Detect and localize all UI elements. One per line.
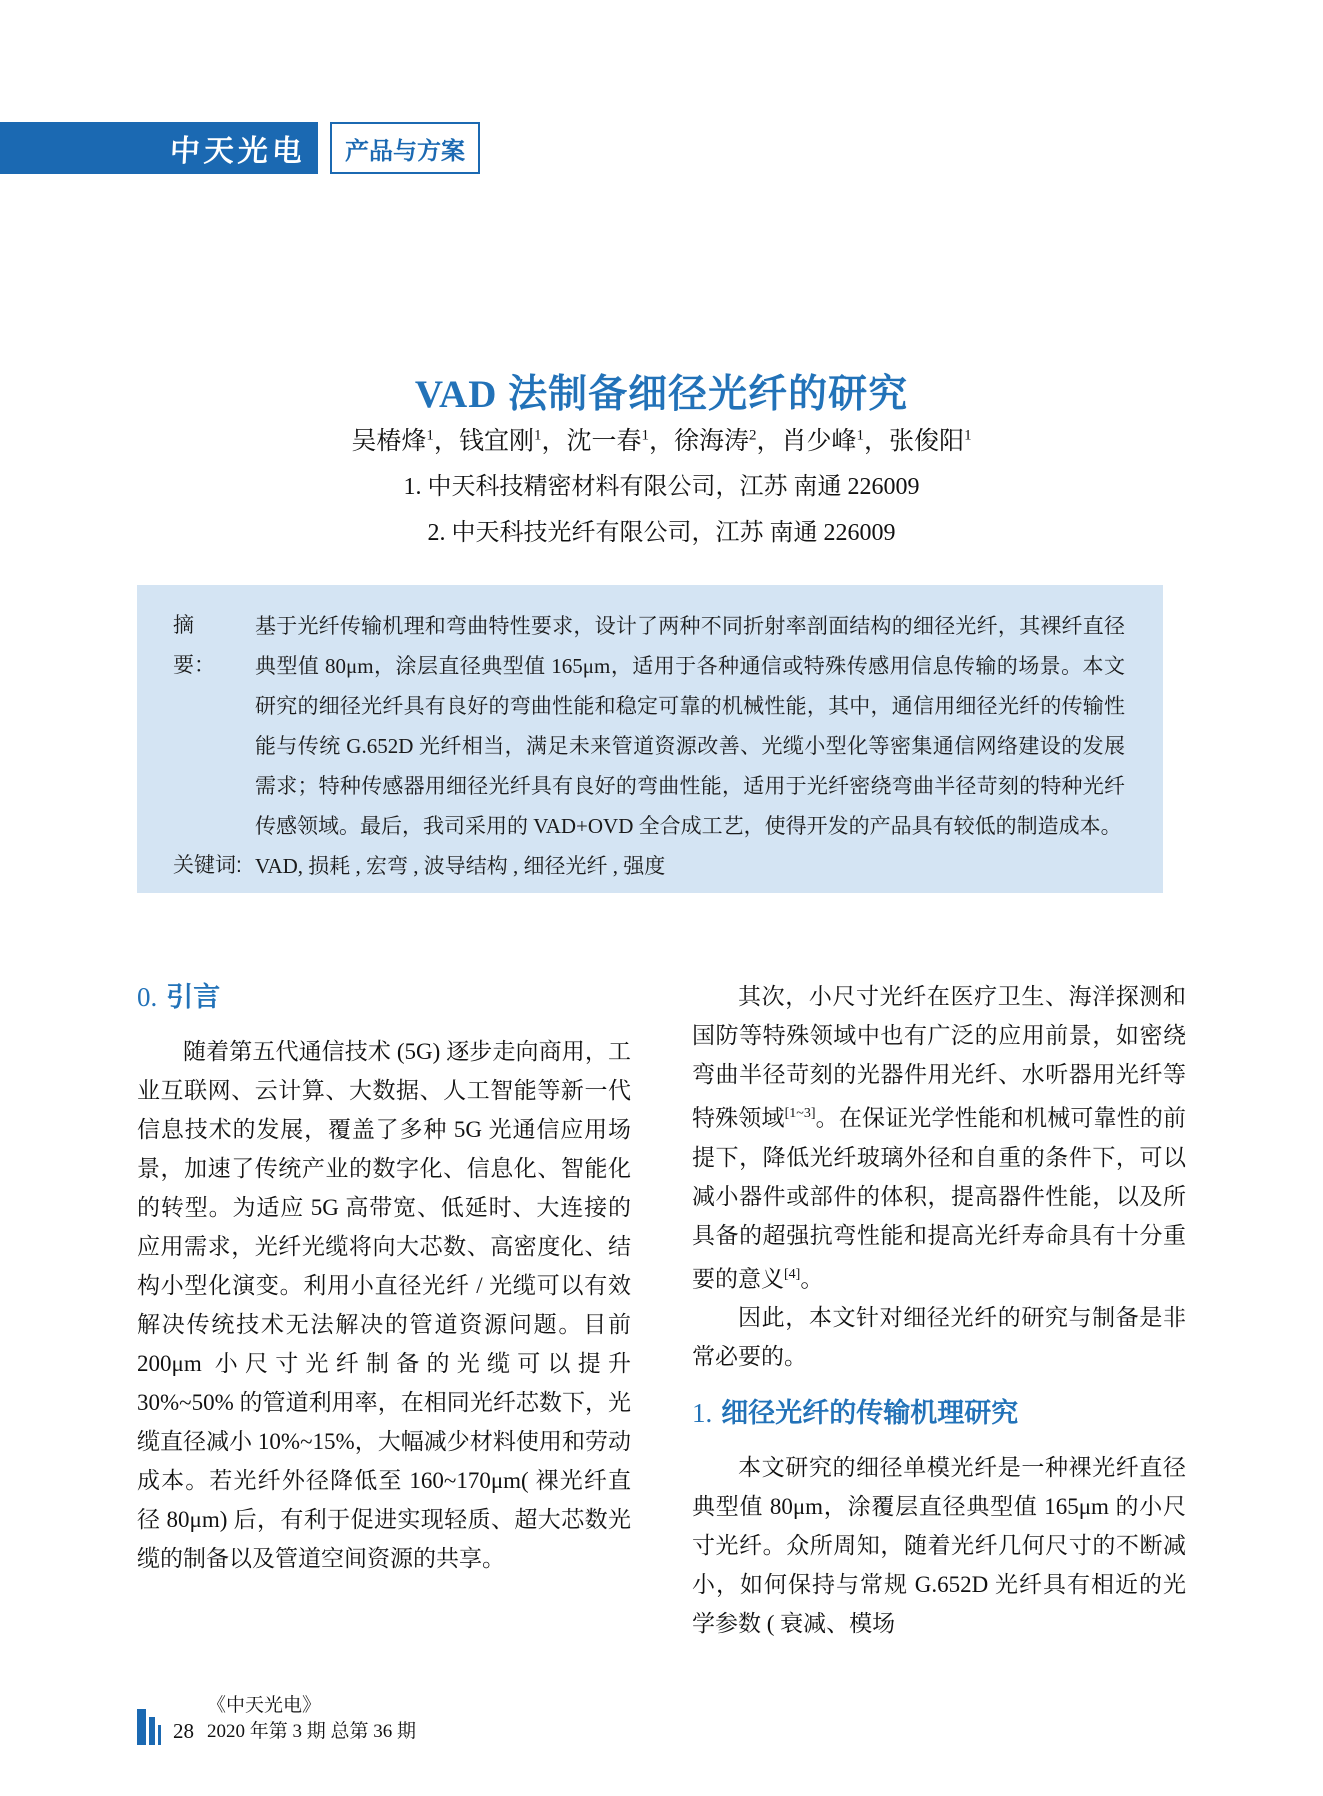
keywords-label: 关键词: <box>173 854 242 877</box>
author-name: 肖少峰 <box>781 428 857 455</box>
author-name: 沈一春 <box>566 428 642 455</box>
author-affiliation-mark: 1 <box>964 427 972 444</box>
left-column <box>137 977 631 1643</box>
abstract-box <box>137 585 1163 893</box>
section-title: 引言 <box>166 982 221 1012</box>
section-category-label: 产品与方案 <box>345 137 465 165</box>
paragraph-transmission: 本文研究的细径单模光纤是一种裸光纤直径典型值 80μm，涂覆层直径典型值 165μm 的小尺寸光纤。众所周知，随着光纤几何尺寸的不断减小，如何保持与常规 G.652D 光纤具有相近的光学参数 ( 衰减、模场 <box>692 1455 1186 1637</box>
abstract-row <box>173 606 1125 846</box>
section-title: 细径光纤的传输机理研究 <box>721 1398 1019 1429</box>
abstract-label: 摘 要： <box>173 614 215 677</box>
author-affiliation-mark: 1 <box>426 427 434 444</box>
article-title: VAD 法制备细径光纤的研究 <box>414 373 909 417</box>
body-columns <box>137 977 1186 1643</box>
author-separator: ， <box>864 428 890 455</box>
affiliation-line: 2. 中天科技光纤有限公司，江苏 南通 226009 <box>427 520 896 546</box>
header-brand-bar <box>0 122 318 174</box>
author-name: 张俊阳 <box>889 428 965 455</box>
author-separator: ， <box>541 428 567 455</box>
footer-meta <box>207 1693 416 1745</box>
section-number: 1. <box>692 1398 713 1429</box>
section-heading-1 <box>692 1393 1186 1433</box>
keywords-row <box>173 846 1125 886</box>
paragraph-applications: 其次，小尺寸光纤在医疗卫生、海洋探测和国防等特殊领域中也有广泛的应用前景，如密绕弯曲半径苛刻的光器件用光纤、水听器用光纤等特殊领域[1~3]。在保证光学性能和机械可靠性的前提下，降低光纤玻璃外径和自重的条件下，可以减小器件或部件的体积，提高器件性能，以及所具备的超强抗弯性能和提高光纤寿命具有十分重要的意义[4]。 <box>692 984 1187 1292</box>
author-separator: ， <box>648 428 674 455</box>
author-name: 吴椿烽 <box>351 428 427 455</box>
section-heading-0 <box>137 977 631 1017</box>
author-separator: ， <box>433 428 459 455</box>
author-affiliation-mark: 1 <box>533 427 542 444</box>
authors-line <box>137 421 1186 457</box>
journal-name: 《中天光电》 <box>207 1695 322 1716</box>
reference-mark: [4] <box>784 1266 801 1282</box>
author-name: 钱宜刚 <box>458 428 534 455</box>
section-category-badge <box>330 122 480 174</box>
issue-info: 2020 年第 3 期 总第 36 期 <box>207 1721 417 1742</box>
issue-bars-icon <box>137 1709 164 1745</box>
author-name: 徐海涛 <box>674 428 750 455</box>
author-affiliation-mark: 2 <box>749 427 757 444</box>
author-affiliation-mark: 1 <box>856 427 865 444</box>
reference-mark: [1~3] <box>784 1106 816 1121</box>
section-number: 0. <box>137 982 158 1012</box>
page-footer <box>137 1693 416 1745</box>
paragraph-motivation: 因此，本文针对细径光纤的研究与制备是非常必要的。 <box>692 1305 1186 1370</box>
keywords-text: VAD, 损耗 , 宏弯 , 波导结构 , 细径光纤 , 强度 <box>255 854 666 878</box>
right-column <box>692 977 1186 1643</box>
paragraph-intro: 随着第五代通信技术 (5G) 逐步走向商用，工业互联网、云计算、大数据、人工智能等新一代信息技术的发展，覆盖了多种 5G 光通信应用场景，加速了传统产业的数字化、信息化、智能化的转型。为适应 5G 高带宽、低延时、大连接的应用需求，光纤光缆将向大芯数、高密度化、结构小型化演变。利用小直径光纤 / 光缆可以有效解决传统技术无法解决的管道资源问题。目前 200μm 小尺寸光纤制备的光缆可以提升 30%~50% 的管道利用率，在相同光纤芯数下，光缆直径减小 10%~15%，大幅减少材料使用和劳动成本。若光纤外径降低至 160~170μm( 裸光纤直径 80μm) 后，有利于促进实现轻质、超大芯数光缆的制备以及管道空间资源的共享。 <box>137 1039 631 1571</box>
abstract-text: 基于光纤传输机理和弯曲特性要求，设计了两种不同折射率剖面结构的细径光纤，其裸纤直径典型值 80μm，涂层直径典型值 165μm，适用于各种通信或特殊传感用信息传输的场景。本文研究的细径光纤具有良好的弯曲性能和稳定可靠的机械性能，其中，通信用细径光纤的传输性能与传统 G.652D 光纤相当，满足未来管道资源改善、光缆小型化等密集通信网络建设的发展需求；特种传感器用细径光纤具有良好的弯曲性能，适用于光纤密绕弯曲半径苛刻的特种光纤传感领域。最后，我司采用的 VAD+OVD 全合成工艺，使得开发的产品具有较低的制造成本。 <box>255 614 1125 838</box>
author-separator: ， <box>756 428 782 455</box>
author-affiliation-mark: 1 <box>641 427 649 444</box>
affiliation-line: 1. 中天科技精密材料有限公司，江苏 南通 226009 <box>403 474 920 500</box>
journal-logo: 中天光电 <box>168 134 307 169</box>
page-number: 28 <box>173 1719 194 1743</box>
